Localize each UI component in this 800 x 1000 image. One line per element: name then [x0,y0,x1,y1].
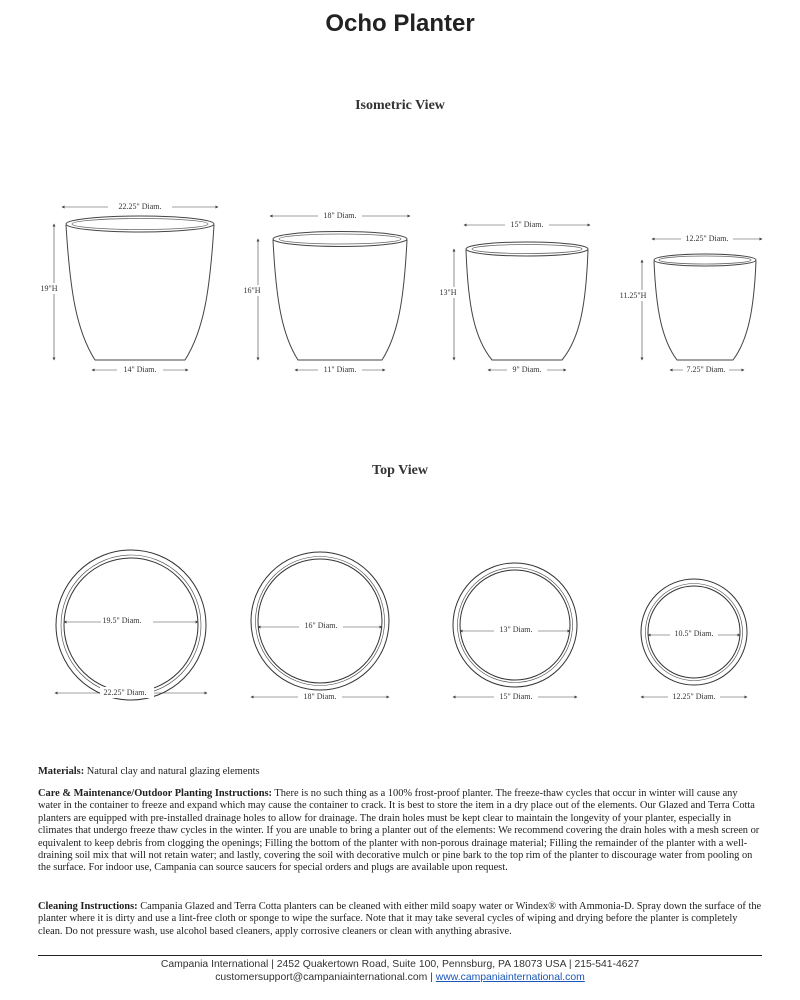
cleaning-text: Campania Glazed and Terra Cotta planters can be cleaned with either mild soapy water or Windex® with Ammonia-D. Spray down the surface of the planter where it is dirty and use a lint-free cloth or sponge to wipe the surface. Note that it may take several cycles of wiping and drying before the planter is completely clean. Do not pressure wash, use alcohol based cleaners, apply corrosive cleaners or clean with anything abrasive. [38,901,762,937]
isometric-planter-1 [38,200,218,375]
footer-divider [38,955,762,956]
isometric-planter-4 [616,232,762,375]
isometric-4-base-diam: 7.25" Diam. [686,365,726,374]
isometric-1-top-diam: 22.25" Diam. [118,202,162,211]
isometric-2-base-diam: 11" Diam. [323,365,357,374]
footer-email: customersupport@campaniainternational.com [215,972,428,983]
isometric-view-heading: Isometric View [355,98,445,113]
top-4-inner-diam: 10.5" Diam. [674,629,714,638]
cleaning-paragraph [38,901,762,938]
isometric-planter-3 [438,218,590,375]
page-title: Ocho Planter [325,10,475,37]
isometric-3-height: 13"H [439,288,457,297]
materials-label: Materials: [38,766,85,777]
materials-paragraph [38,766,762,778]
top-view-heading: Top View [372,463,428,478]
footer-website-link[interactable]: www.campaniainternational.com [435,972,585,983]
footer-contact [0,971,800,984]
top-3-outer-diam: 15" Diam. [499,692,533,701]
top-1-outer-diam: 22.25" Diam. [103,688,147,697]
top-3-inner-diam: 13" Diam. [499,625,533,634]
top-2-outer-diam: 18" Diam. [303,692,337,701]
isometric-3-base-diam: 9" Diam. [512,365,542,374]
care-label: Care & Maintenance/Outdoor Planting Instructions: [38,788,272,799]
isometric-4-height: 11.25"H [619,291,647,300]
top-view-planter-3 [453,563,577,702]
isometric-planter-2 [242,209,410,375]
top-view-planter-2 [251,552,389,702]
isometric-1-height: 19"H [40,284,58,293]
top-1-inner-diam: 19.5" Diam. [102,616,142,625]
top-4-outer-diam: 12.25" Diam. [672,692,716,701]
care-paragraph [38,788,762,875]
top-view-planter-4 [641,579,747,702]
isometric-1-base-diam: 14" Diam. [123,365,157,374]
isometric-2-top-diam: 18" Diam. [323,211,357,220]
cleaning-label: Cleaning Instructions: [38,901,138,912]
isometric-3-top-diam: 15" Diam. [510,220,544,229]
isometric-2-height: 16"H [243,286,261,295]
care-text: There is no such thing as a 100% frost-proof planter. The freeze-thaw cycles that occur in winter will cause any water in the container to freeze and expand which may cause the container to crack. It is best to store the item in a dry place out of the elements. Our Glazed and Terra Cotta planters are equipped with pre-installed drainage holes to allow for drainage. The drain holes must be kept clear to maintain the longevity of your planter, especially in climates that undergo freeze thaw cycles in the winter. If you are unable to bring a planter out of the elements: We recommend covering the drain holes with a mesh screen or equivalent to keep debris from clogging the openings; Filling the bottom of the planter with non-porous drainage material; Filling the remainder of the planter with a well-draining soil mix that will not retain water; and lastly, covering the soil with decorative mulch or pine bark to the top rim of the planter to discourage water from pooling on the surface. For indoor use, Campania can source saucers for special orders and plugs are available upon request. [38,788,760,874]
footer-separator: | [427,972,436,983]
isometric-4-top-diam: 12.25" Diam. [685,234,729,243]
top-view-planter-1 [55,550,207,700]
materials-text: Natural clay and natural glazing elements [84,766,260,777]
top-2-inner-diam: 16" Diam. [304,621,338,630]
footer-address: Campania International | 2452 Quakertown Road, Suite 100, Pennsburg, PA 18073 USA | 215-541-4627 [160,959,640,970]
